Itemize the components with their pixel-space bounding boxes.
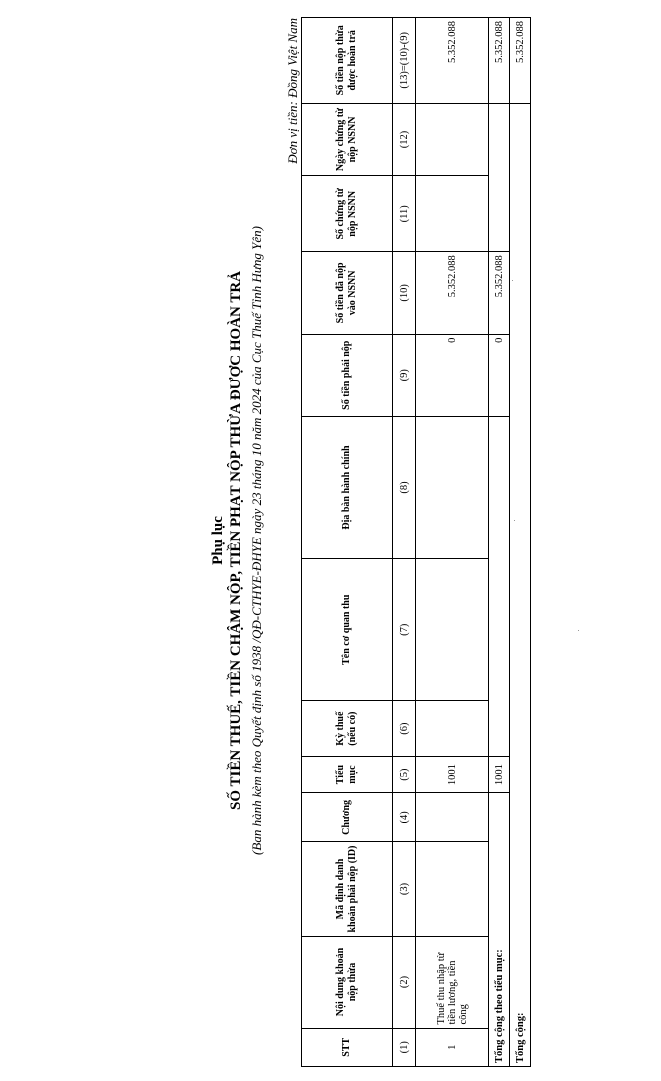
col-header: Nội dung khoản nộp thừa (302, 936, 393, 1028)
page-subtitle: SỐ TIỀN THUẾ, TIỀN CHẬM NỘP, TIỀN PHẠT NỘP THỪA ĐƯỢC HOÀN TRẢ (228, 271, 244, 810)
total-label: Tổng cộng: (510, 103, 531, 1066)
row-paid: 5.352.088 (416, 252, 489, 334)
row-refund: 5.352.088 (416, 18, 489, 104)
row-sub-item: 1001 (416, 756, 489, 792)
row-tax-period (416, 701, 489, 757)
currency-unit: Đơn vị tiền: Đồng Việt Nam (285, 18, 300, 164)
row-chapter (416, 793, 489, 842)
row-agency (416, 559, 489, 701)
col-index: (13)=(10)-(9) (393, 18, 416, 104)
col-header: Số tiền đã nộp vào NSNN (302, 252, 393, 334)
col-header: Số chứng từ nộp NSNN (302, 176, 393, 252)
col-index: (10) (393, 252, 416, 334)
col-header: Địa bàn hành chính (302, 416, 393, 558)
subtotal-payable: 0 (489, 334, 510, 416)
table-row (416, 18, 489, 1067)
col-index: (7) (393, 559, 416, 701)
row-payable: 0 (416, 334, 489, 416)
refund-table (301, 17, 531, 1067)
col-index: (12) (393, 103, 416, 176)
col-index: (5) (393, 756, 416, 792)
page-title: Phụ lục (210, 516, 226, 565)
col-header: Mã định danh khoản phải nộp (ID) (302, 842, 393, 936)
col-index: (6) (393, 701, 416, 757)
subtotal-row (489, 18, 510, 1067)
col-index: (4) (393, 793, 416, 842)
col-index: (11) (393, 176, 416, 252)
row-doc-no (416, 176, 489, 252)
col-header: Ngày chứng từ nộp NSNN (302, 103, 393, 176)
header-row (302, 18, 393, 1067)
col-index: (3) (393, 842, 416, 936)
subtotal-paid: 5.352.088 (489, 252, 510, 334)
scan-speck (512, 280, 513, 281)
col-header: Số tiền nộp thừa được hoàn trả (302, 18, 393, 104)
col-index: (9) (393, 334, 416, 416)
col-header: Kỳ thuế (nếu có) (302, 701, 393, 757)
index-row (393, 18, 416, 1067)
total-row (510, 18, 531, 1067)
subtotal-sub-item: 1001 (489, 756, 510, 792)
subtotal-spacer (489, 103, 510, 252)
col-index: (1) (393, 1028, 416, 1066)
row-stt: 1 (416, 1028, 489, 1066)
subtotal-label: Tổng cộng theo tiểu mục: (489, 793, 510, 1067)
scan-speck (578, 630, 579, 631)
scan-speck (514, 520, 515, 521)
row-area (416, 416, 489, 558)
row-doc-date (416, 103, 489, 176)
decision-reference: (Ban hành kèm theo Quyết định số 1938 /QĐ-CTHYE-ĐHYE ngày 23 tháng 10 năm 2024 của Cục Thuế Tỉnh Hưng Yên) (249, 226, 264, 855)
subtotal-refund: 5.352.088 (489, 18, 510, 104)
col-header: Số tiền phải nộp (302, 334, 393, 416)
col-header: Chương (302, 793, 393, 842)
row-content: Thuế thu nhập từ tiền lương, tiền công (416, 936, 489, 1028)
subtotal-spacer (489, 416, 510, 756)
row-id (416, 842, 489, 936)
total-refund: 5.352.088 (510, 18, 531, 104)
col-header: Tên cơ quan thu (302, 559, 393, 701)
col-index: (8) (393, 416, 416, 558)
col-header: Tiểu mục (302, 756, 393, 792)
col-index: (2) (393, 936, 416, 1028)
col-header: STT (302, 1028, 393, 1066)
